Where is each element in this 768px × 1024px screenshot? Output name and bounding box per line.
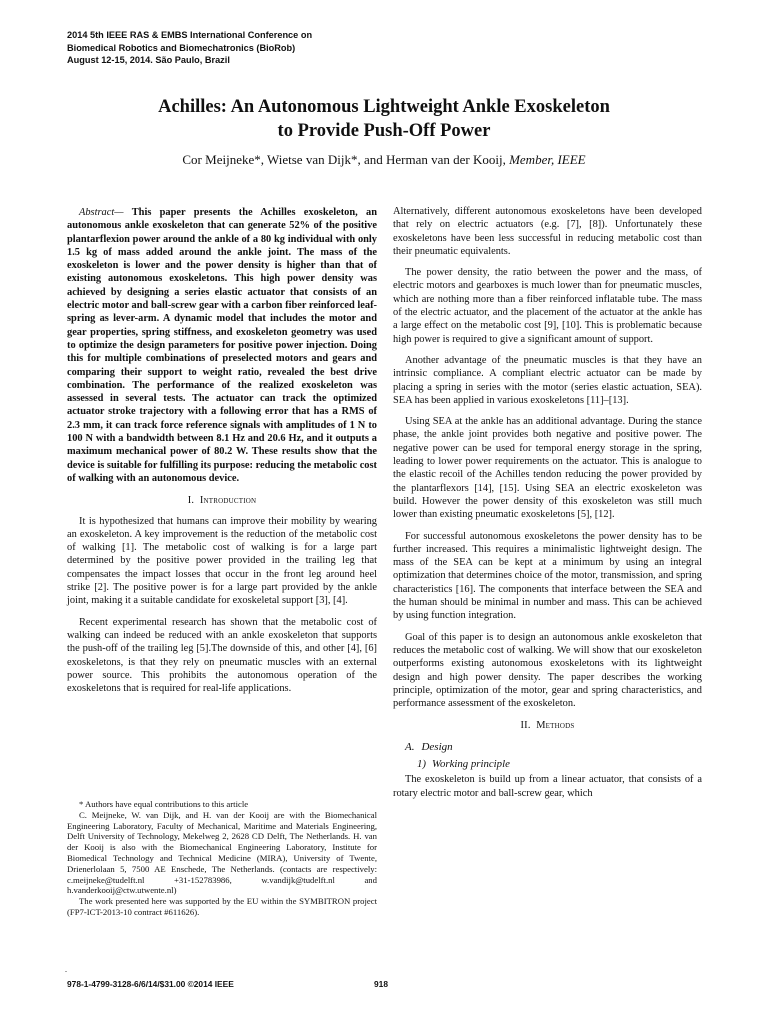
abstract-dash: — bbox=[114, 207, 132, 218]
conference-line-2: Biomedical Robotics and Biomechatronics (BioRob) bbox=[67, 42, 296, 53]
section-heading-methods bbox=[393, 719, 702, 732]
working-principle-paragraph: The exoskeleton is build up from a linear actuator, that consists of a rotary electric motor and ball-screw gear, which bbox=[393, 774, 702, 799]
section-numeral: I. bbox=[187, 495, 195, 507]
left-column bbox=[67, 206, 377, 703]
author-names: Cor Meijneke*, Wietse van Dijk*, and Herman van der Kooij, bbox=[182, 152, 510, 167]
author-membership: Member, IEEE bbox=[509, 152, 586, 167]
stray-dot: . bbox=[65, 965, 67, 974]
right-column bbox=[393, 205, 702, 808]
subsection-title: Design bbox=[421, 740, 453, 753]
conference-header bbox=[67, 29, 467, 67]
footnote-affiliations: C. Meijneke, W. van Dijk, and H. van der Kooij are with the Biomechanical Engineering Laboratory, Faculty of Mechanical, Maritime and Materials Engineering, Delft University of Technology, Mekelweg 2, 2628 CD Delft, The Netherlands. H. van der Kooij is also with the Biomechanical Engineering Laboratory, Institute for Biomedical Technology and Technical Medicine (MIRA), University of Twente, Drienerlolaan 5, 7500 AE Enschede, The Netherlands. (contacts are respectively: c.meijneke@tudelft.nl +31-152783986, w.vandijk@tudelft.nl and h.vanderkooij@ctw.utwente.nl) bbox=[67, 809, 377, 896]
section-title: Introduction bbox=[199, 495, 257, 507]
author-list bbox=[0, 152, 768, 168]
right-paragraph-6: Goal of this paper is to design an autonomous ankle exoskeleton that reduces the metabolic cost of walking. We will show that our exoskeleton outperforms existing autonomous exoskeletons with its lightweight design and high power density. The paper describes the working principle, optimization of the motor, gear and spring characteristics, and performance assessment of the exoskeleton. bbox=[393, 631, 702, 710]
paper-title bbox=[0, 96, 768, 143]
abstract bbox=[67, 206, 377, 485]
right-paragraph-4: Using SEA at the ankle has an additional advantage. During the stance phase, the ankle joint provides both negative and positive power. The negative power can be used for temporal energy storage in the spring, leading to lower power requirements on the actuator. This is analogue to the elastic recoil of the Achilles tendon reducing the power provided by the plantarflexors [14], [15]. Using SEA an electric exoskeleton was build. However the power density of this exoskeleton was still much lower than existing pneumatic exoskeletons [5], [12]. bbox=[393, 416, 702, 521]
conference-line-1: 2014 5th IEEE RAS & EMBS International Conference on bbox=[67, 30, 313, 40]
title-line-2: to Provide Push-Off Power bbox=[277, 120, 491, 141]
footer-isbn: 978-1-4799-3128-6/6/14/$31.00 ©2014 IEEE bbox=[67, 979, 234, 989]
right-paragraph-2: The power density, the ratio between the power and the mass, of electric motors and gearboxes is much lower than for pneumatic muscles, which are nothing more than a fiber reinforced inflatable tube. The mass of the electric actuator, and the placement of the actuator at the ankle has a large effect on the metabolic cost [9], [10]. This is problematic because high power is required to give a significant amount of support. bbox=[393, 267, 702, 345]
intro-paragraph-1: It is hypothesized that humans can improve their mobility by wearing an exoskeleton. A key improvement is the reduction of the metabolic cost of walking [1]. The metabolic cost of walking is for a large part determined by the positive power provided in the trailing leg that compensates the impact losses that occur in the front leg around heel strike [2]. The positive power is for a large part provided by the ankle joint, making it a suitable candidate for exoskeletal support [3], [4]. bbox=[67, 515, 377, 607]
abstract-text: This paper presents the Achilles exoskeleton, an autonomous ankle exoskeleton that can generate 52% of the positive plantarflexion power around the ankle of a 80 kg individual with only 1.5 kg of mass added around the ankle joint. The mass of the exoskeleton is lower and the power density is higher than that of existing autonomous exoskeletons. This high power density was achieved by designing a series elastic actuator that consists of an electric motor and ball-screw gear with a carbon fiber reinforced leaf-spring as lever-arm. A dynamic model that includes the motor and gear properties, spring stiffness, and exoskeleton geometry was used to optimize the design parameters for positive power injection. Doing this for multiple combinations of preselected motors and gears and comparing their support to weight ratio, revealed the best drive combination. The performance of the realized exoskeleton was assessed in several tests. The actuator can track the optimized actuator stroke trajectory with a following error that has a RMS of 2.3 mm, it can track force reference signals with amplitudes of 1 N to 100 N with a bandwidth between 8.1 Hz and 20.6 Hz, and it outputs a maximum mechanical power of 80.2 W. These results show that the device is suitable for fulfilling its purpose: reducing the metabolic cost of walking with an autonomous device. bbox=[67, 207, 377, 484]
conference-line-3: August 12-15, 2014. São Paulo, Brazil bbox=[67, 55, 230, 65]
right-paragraph-3: Another advantage of the pneumatic muscles is that they have an intrinsic compliance. A compliant electric actuator can be made by placing a spring in series with the motor (series elastic actuation, SEA). SEA has been applied in various exoskeletons [11]–[13]. bbox=[393, 354, 702, 406]
title-line-1: Achilles: An Autonomous Lightweight Ankle Exoskeleton bbox=[158, 97, 610, 117]
section-heading-introduction bbox=[67, 494, 377, 507]
subsection-label: A. bbox=[405, 740, 415, 753]
section-numeral: II. bbox=[520, 720, 531, 732]
abstract-label: Abstract bbox=[79, 207, 115, 218]
subsubsection-heading-working-principle bbox=[393, 758, 702, 771]
subsection-heading-design bbox=[393, 741, 702, 754]
footnote-equal-contribution: * Authors have equal contributions to this article bbox=[79, 799, 249, 809]
intro-paragraph-2: Recent experimental research has shown that the metabolic cost of walking can indeed be reduced with an ankle exoskeleton that supports the push-off of the trailing leg [5].The downside of this, and other [4], [6] exoskeletons, is that they rely on pneumatic muscles with an external power source. This prohibits the autonomous operation of the exoskeletons that is required for real-life applications. bbox=[67, 616, 377, 695]
footnotes bbox=[67, 799, 377, 918]
subsubsection-label: 1) bbox=[417, 757, 426, 770]
subsubsection-title: Working principle bbox=[432, 757, 510, 770]
right-paragraph-5: For successful autonomous exoskeletons the power density has to be further increased. This requires a minimalistic lightweight design. The mass of the SEA can be kept at a minimum by using an integral optimization that determines choice of the motor, transmission, and spring characteristics [16]. The components that interface between the SEA and the human should be minimal in number and mass. This can be achieved by using function integration. bbox=[393, 530, 702, 622]
page-number: 918 bbox=[374, 979, 388, 989]
right-paragraph-1: Alternatively, different autonomous exoskeletons have been developed that rely on electric actuators (e.g. [7], [8]). Unfortunately these exoskeletons have been less successful in reducing metabolic cost than their pneumatic equivalents. bbox=[393, 206, 702, 257]
section-title: Methods bbox=[536, 720, 575, 732]
footnote-funding: The work presented here was supported by the EU within the SYMBITRON project (FP7-ICT-2013-10 contract #611626). bbox=[67, 896, 377, 917]
